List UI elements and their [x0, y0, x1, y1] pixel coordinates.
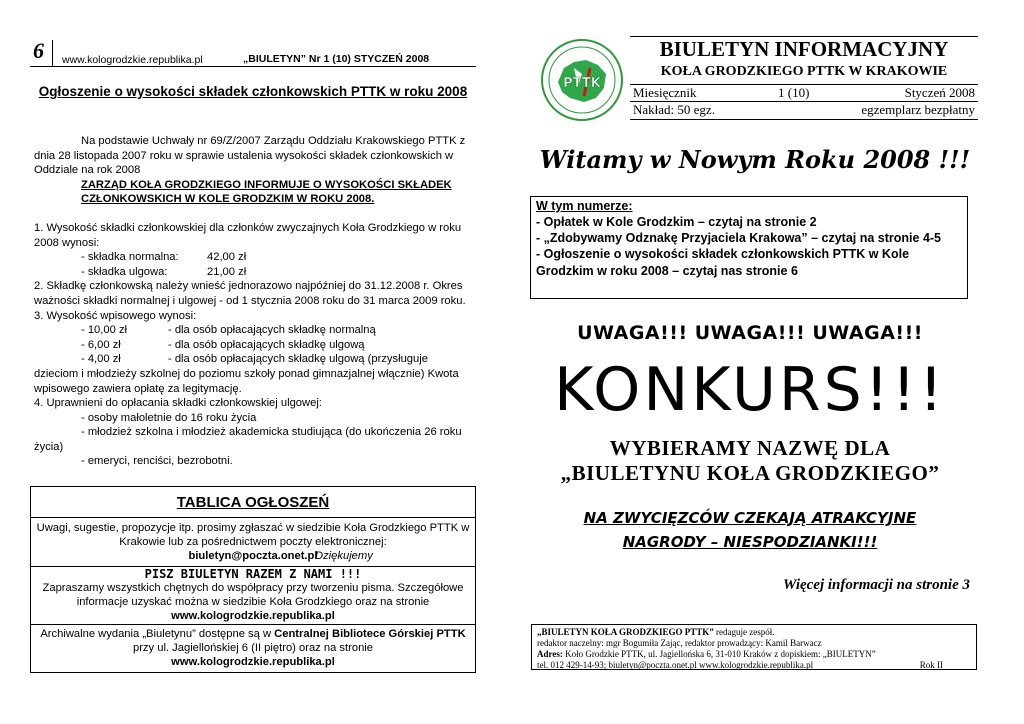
- notice-feedback-text: Uwagi, sugestie, propozycje itp. prosimy zgłaszać w siedzibie Koła Grodzkiego PTTK w Krakowie lub za pośrednictwem poczty elektronicznej:: [36, 522, 470, 548]
- entry-fee-amount: - 4,00 zł: [81, 353, 121, 366]
- fee-reduced-row: [34, 265, 474, 280]
- entry-fee-amount: - 10,00 zł: [81, 324, 128, 337]
- meta-issue: 1 (10): [778, 85, 810, 100]
- contest-heading: KONKURS!!!: [554, 355, 946, 425]
- intro-paragraph: Na podstawie Uchwały nr 69/Z/2007 Zarządu Oddziału Krakowskiego PTTK z dnia 28 listopada 2007 roku w sprawie ustalenia wysokości składek członkowskich w Oddziale na rok 2008: [34, 135, 466, 177]
- meta-date: Styczeń 2008: [904, 85, 975, 100]
- paragraph-3-continued: dzieciom i młodzieży szkolnej do poziomu szkoły ponad gimnazjalnej włącznie) Kwota wpisowego zawiera opłatę za legitymację.: [34, 367, 459, 395]
- masthead-title: BIULETYN INFORMACYJNY: [659, 37, 949, 61]
- article-body: [34, 134, 474, 469]
- article-title: Ogłoszenie o wysokości składek członkowskich PTTK w roku 2008: [38, 84, 468, 99]
- toc-list: [536, 214, 961, 279]
- header-url: www.kologrodzkie.republika.pl: [62, 54, 203, 66]
- paragraph-1: 1. Wysokość składki członkowskiej dla członków zwyczajnych Koła Grodzkiego w roku 2008 wynosi:: [34, 221, 462, 249]
- entry-fee-row: [34, 352, 474, 367]
- notice-archive: [31, 625, 475, 671]
- entry-fee-row: [34, 338, 474, 353]
- entry-fee-amount: - 6,00 zł: [81, 338, 121, 351]
- notice-feedback: [31, 518, 475, 567]
- website-link[interactable]: www.kologrodzkie.republika.pl: [171, 656, 335, 668]
- announcement: ZARZĄD KOŁA GRODZKIEGO INFORMUJE O WYSOKOŚCI SKŁADEK CZŁONKOWSKICH W KOLE GRODZKIM W ROKU 2008.: [81, 178, 452, 206]
- fee-normal-row: [34, 250, 474, 265]
- toc-header: W tym numerze:: [536, 199, 633, 213]
- notice-write: [31, 567, 475, 625]
- welcome-heading: Witamy w Nowym Roku 2008 !!!: [539, 145, 971, 174]
- notice-archive-text: Archiwalne wydania „Biuletynu” dostępne są w Centralnej Bibliotece Górskiej PTTK przy ul. Jagiellońskiej 6 (II piętro) oraz na stronie www.kologrodzkie.republika.pl: [40, 628, 466, 668]
- paragraph-2: 2. Składkę członkowską należy wnieść jednorazowo najpóźniej do 31.12.2008 r. Okres ważności składki normalnej i ulgowej - od 1 stycznia 2008 roku do 31 marca 2009 roku.: [34, 280, 466, 307]
- entry-fee-row: [34, 323, 474, 338]
- eligible-item: - osoby małoletnie do 16 roku życia: [81, 411, 257, 424]
- footer-line: „BIULETYN KOŁA GRODZKIEGO PTTK” redaguje zespół.: [537, 627, 775, 637]
- editorial-footer: [531, 624, 977, 670]
- website-link[interactable]: www.kologrodzkie.republika.pl: [171, 610, 335, 622]
- entry-fee-desc: - dla osób opłacających składkę ulgową (przysługuje: [168, 353, 428, 366]
- paragraph-4: 4. Uprawnieni do opłacania składki członkowskiej ulgowej:: [34, 397, 322, 410]
- paragraph-3: 3. Wysokość wpisowego wynosi:: [34, 309, 197, 322]
- entry-fee-desc: - dla osób opłacających składkę normalną: [168, 324, 376, 337]
- notice-write-text: Zapraszamy wszystkich chętnych do współpracy przy tworzeniu pisma. Szczegółowe informacje uzyskać można w siedzibie Koła Grodzkiego oraz na stronie www.kologrodzkie.republika.pl: [42, 582, 464, 622]
- pttk-logo: [540, 38, 624, 122]
- fee-normal-label: - składka normalna:: [81, 251, 179, 264]
- toc-item[interactable]: - Ogłoszenie o wysokości składek członkowskich PTTK w Kole Grodzkim w roku 2008 – czytaj nas stronie 6: [536, 247, 910, 278]
- masthead-subtitle: KOŁA GRODZKIEGO PTTK W KRAKOWIE: [660, 64, 948, 79]
- toc-item[interactable]: - Opłatek w Kole Grodzkim – czytaj na stronie 2: [536, 215, 817, 229]
- meta-print-run: Nakład: 50 egz.: [633, 102, 715, 117]
- attention-heading: UWAGA!!! UWAGA!!! UWAGA!!!: [577, 322, 923, 344]
- prizes-text: NA ZWYCIĘZCÓW CZEKAJĄ ATRAKCYJNE NAGRODY – NIESPODZIANKI!!!: [583, 509, 917, 551]
- footer-line: Adres: Koło Grodzkie PTTK, ul. Jagiellońska 6, 31-010 Kraków z dopiskiem: „BIULETYN”: [537, 649, 876, 659]
- footer-line: tel. 012 429-14-93; biuletyn@poczta.onet.pl www.kologrodzkie.republika.pl Rok II: [537, 660, 943, 670]
- logo-text: PTTK: [563, 76, 601, 91]
- more-info-link[interactable]: Więcej informacji na stronie 3: [783, 577, 970, 593]
- eligible-item: - emeryci, renciści, bezrobotni.: [81, 455, 233, 468]
- masthead-rule: [630, 119, 978, 120]
- notice-board-title: TABLICA OGŁOSZEŃ: [31, 487, 475, 518]
- meta-type: Miesięcznik: [633, 85, 697, 100]
- notice-write-heading: PISZ BIULETYN RAZEM Z NAMI !!!: [144, 567, 362, 581]
- fee-reduced-label: - składka ulgowa:: [81, 265, 168, 278]
- header-rule: [30, 66, 476, 67]
- toc-item[interactable]: - „Zdobywamy Odznakę Przyjaciela Krakowa” – czytaj na stronie 4-5: [536, 231, 942, 246]
- notice-board: [30, 486, 476, 673]
- entry-fee-desc: - dla osób opłacających składkę ulgową: [168, 338, 365, 351]
- page-number: 6: [33, 38, 44, 63]
- header-divider: [52, 40, 53, 66]
- footer-line: redaktor naczelny: mgr Bogumiła Zając, redaktor prowadzący: Kamil Barwacz: [537, 638, 822, 648]
- header-issue: „BIULETYN” Nr 1 (10) STYCZEŃ 2008: [243, 53, 430, 65]
- fee-normal-value: 42,00 zł: [207, 251, 247, 264]
- eligible-item: - młodzież szkolna i młodzież akademicka studiująca (do ukończenia 26 roku życia): [34, 426, 462, 453]
- notice-feedback-contact: [31, 549, 475, 563]
- contest-subheading: WYBIERAMY NAZWĘ DLA „BIULETYNU KOŁA GRODZKIEGO”: [560, 436, 940, 485]
- table-of-contents: [530, 196, 968, 299]
- fee-reduced-value: 21,00 zł: [207, 265, 247, 278]
- footer-year: Rok II: [919, 660, 943, 670]
- email-link[interactable]: biuletyn@poczta.onet.pl: [188, 550, 318, 562]
- meta-free: egzemplarz bezpłatny: [861, 102, 975, 117]
- thanks-text: Dziękujemy: [315, 550, 373, 562]
